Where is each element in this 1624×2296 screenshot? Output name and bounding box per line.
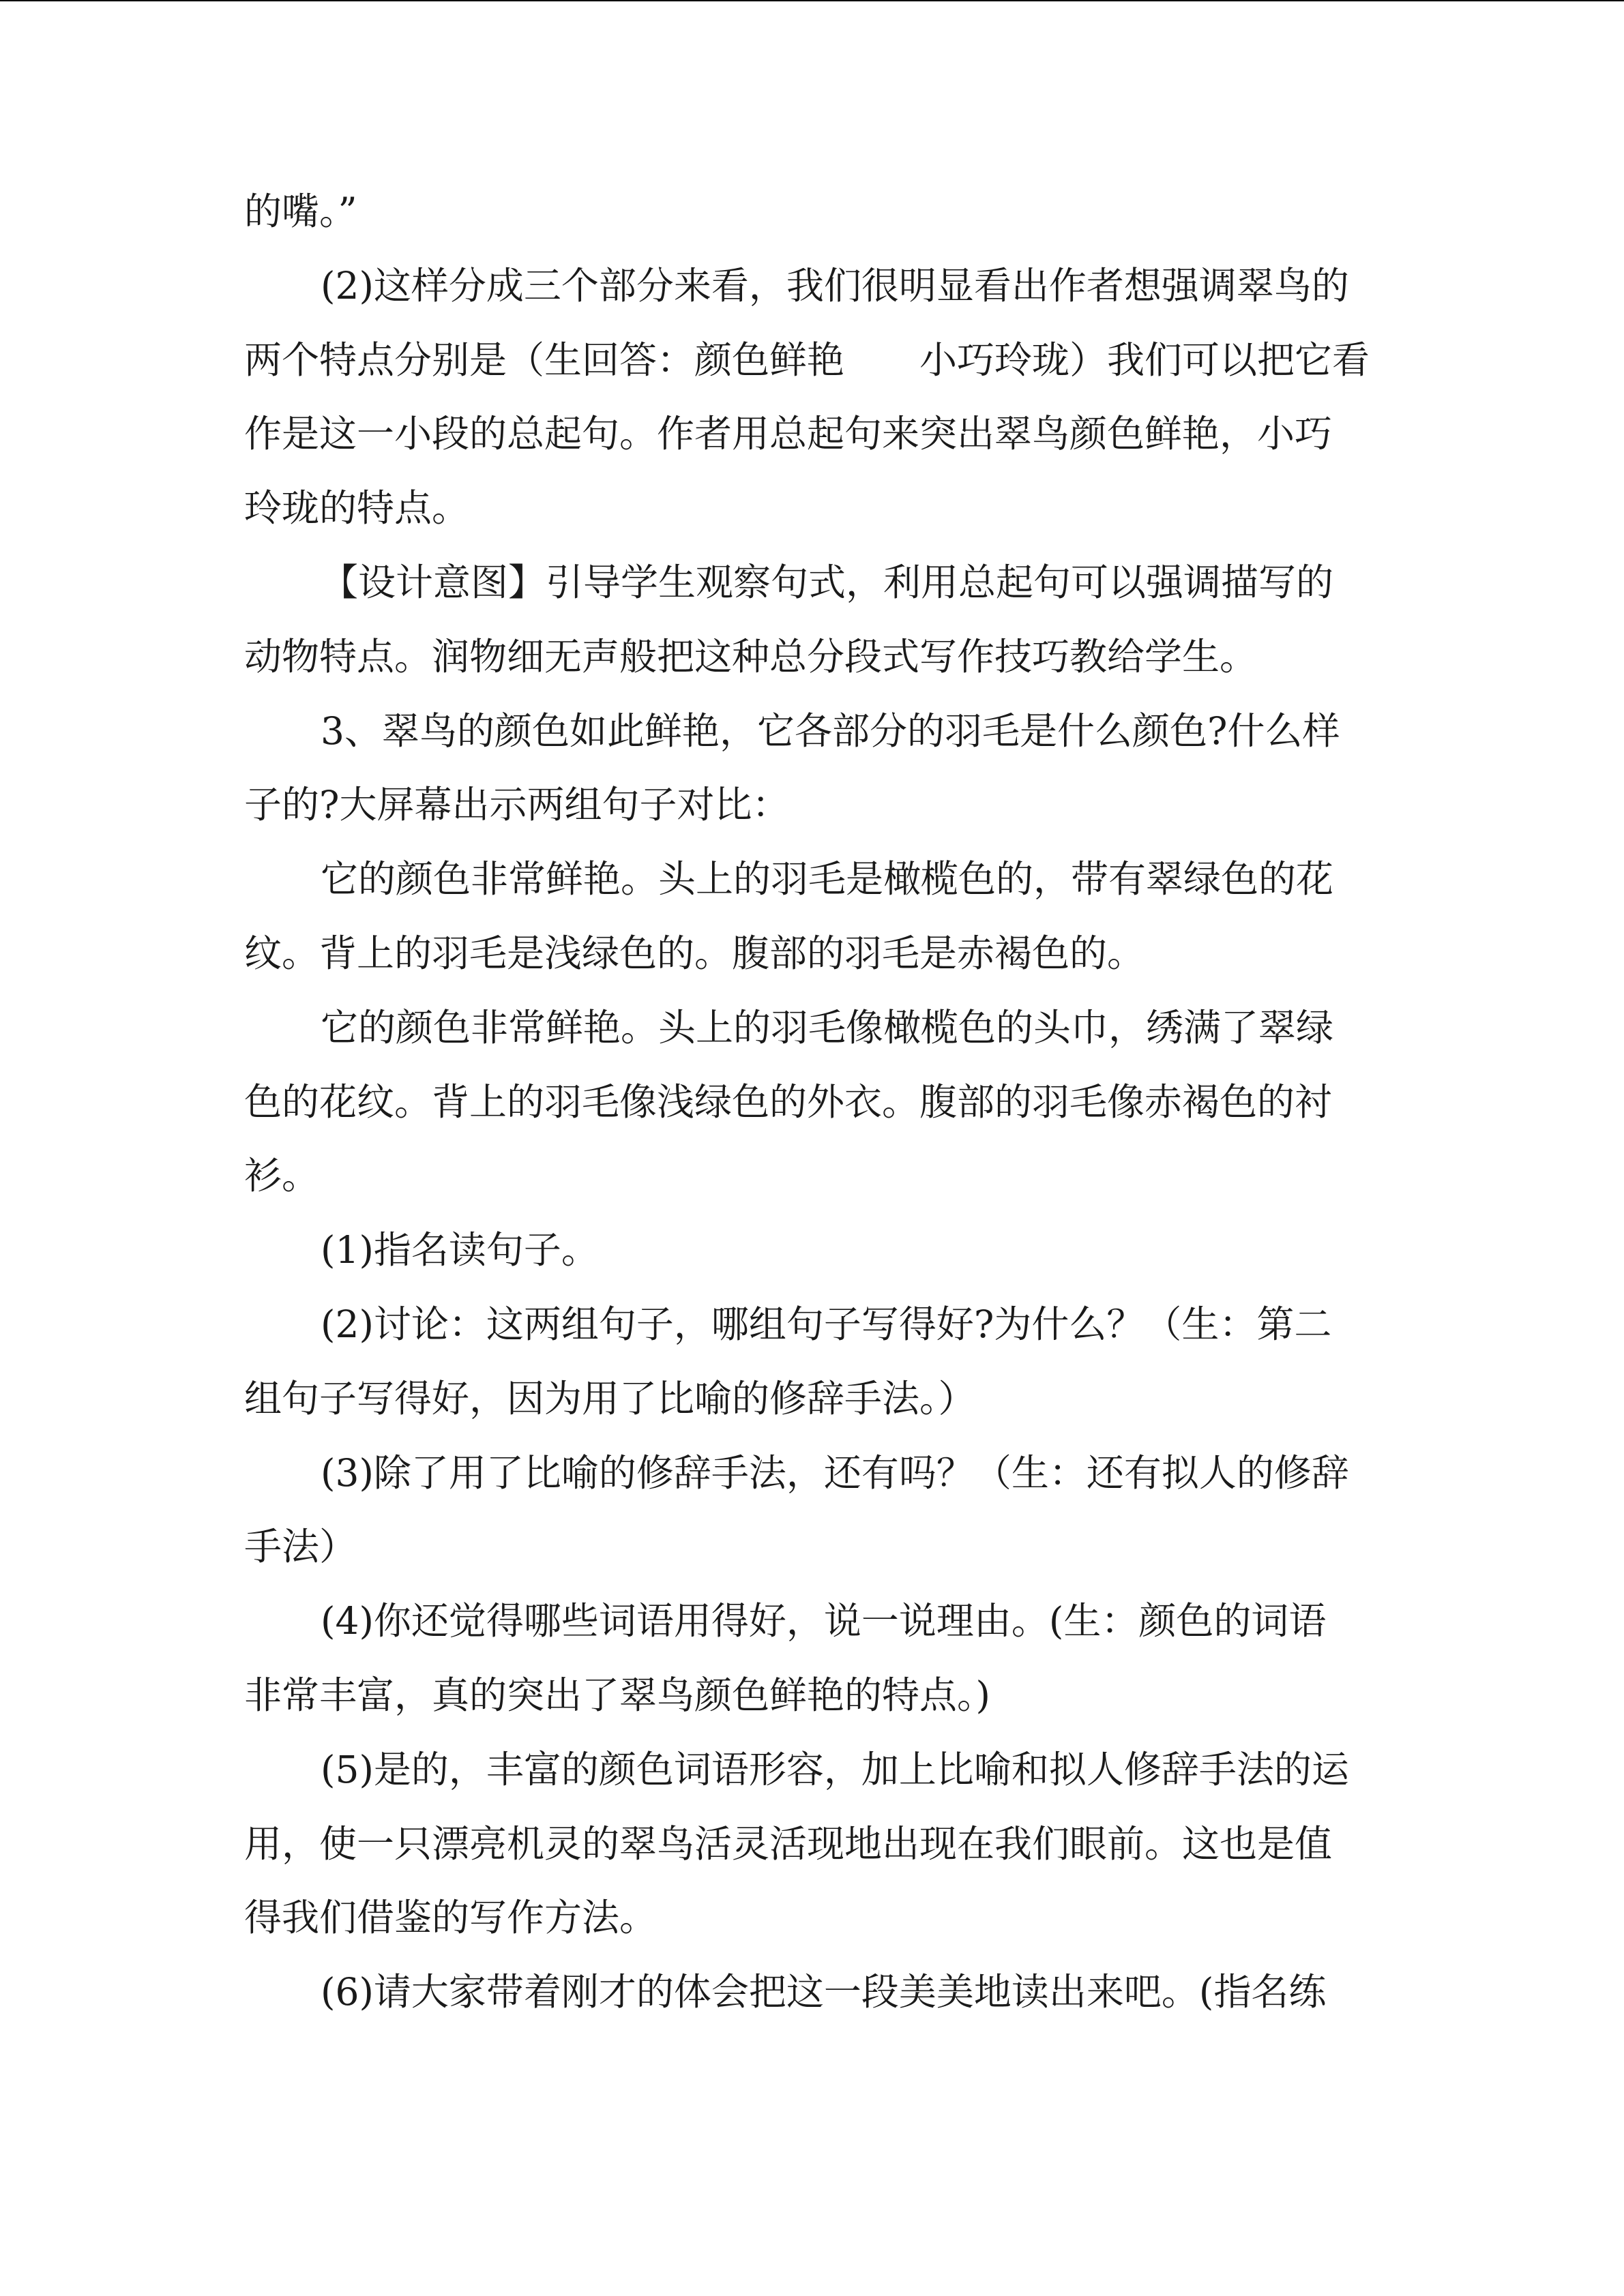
text-line: (2)讨论：这两组句子，哪组句子写得好?为什么？（生：第二 (321, 1302, 1332, 1346)
text-line: 玲珑的特点。 (244, 486, 470, 531)
text-line: (3)除了用了比喻的修辞手法，还有吗？（生：还有拟人的修辞 (321, 1450, 1349, 1495)
text-line: 用，使一只漂亮机灵的翠鸟活灵活现地出现在我们眼前。这也是值 (244, 1821, 1333, 1866)
text-line: 纹。背上的羽毛是浅绿色的。腹部的羽毛是赤褐色的。 (244, 931, 1145, 975)
text-line: 它的颜色非常鲜艳。头上的羽毛像橄榄色的头巾，绣满了翠绿 (321, 1005, 1334, 1049)
text-line: 的嘴。” (244, 190, 357, 233)
text-line: 3、翠鸟的颜色如此鲜艳，它各部分的羽毛是什么颜色?什么样 (321, 709, 1340, 753)
text-line: 衫。 (244, 1154, 320, 1198)
text-line: 手法） (244, 1525, 357, 1569)
text-line: 两个特点分别是（生回答：颜色鲜艳 小巧玲珑）我们可以把它看 (244, 338, 1370, 382)
text-line: 色的花纹。背上的羽毛像浅绿色的外衣。腹部的羽毛像赤褐色的衬 (244, 1079, 1333, 1124)
text-line: (4)你还觉得哪些词语用得好，说一说理由。(生：颜色的词语 (321, 1599, 1327, 1643)
text-line: 组句子写得好，因为用了比喻的修辞手法。） (244, 1376, 976, 1420)
text-line: 非常丰富，真的突出了翠鸟颜色鲜艳的特点。) (244, 1673, 990, 1717)
text-line: 作是这一小段的总起句。作者用总起句来突出翠鸟颜色鲜艳，小巧 (244, 412, 1333, 456)
text-line: (5)是的，丰富的颜色词语形容，加上比喻和拟人修辞手法的运 (321, 1747, 1349, 1791)
text-line: (1)指名读句子。 (321, 1228, 599, 1272)
text-line: 子的?大屏幕出示两组句子对比： (244, 783, 790, 827)
text-line: 动物特点。润物细无声般把这种总分段式写作技巧教给学生。 (244, 634, 1258, 679)
text-line: (6)请大家带着刚才的体会把这一段美美地读出来吧。(指名练 (321, 1970, 1327, 2014)
document-body (244, 175, 1376, 2029)
text-line: 它的颜色非常鲜艳。头上的羽毛是橄榄色的，带有翠绿色的花 (321, 857, 1334, 901)
text-line: 【设计意图】引导学生观察句式，利用总起句可以强调描写的 (321, 560, 1334, 604)
text-line: 得我们借鉴的写作方法。 (244, 1896, 658, 1940)
text-line: (2)这样分成三个部分来看，我们很明显看出作者想强调翠鸟的 (321, 263, 1349, 308)
